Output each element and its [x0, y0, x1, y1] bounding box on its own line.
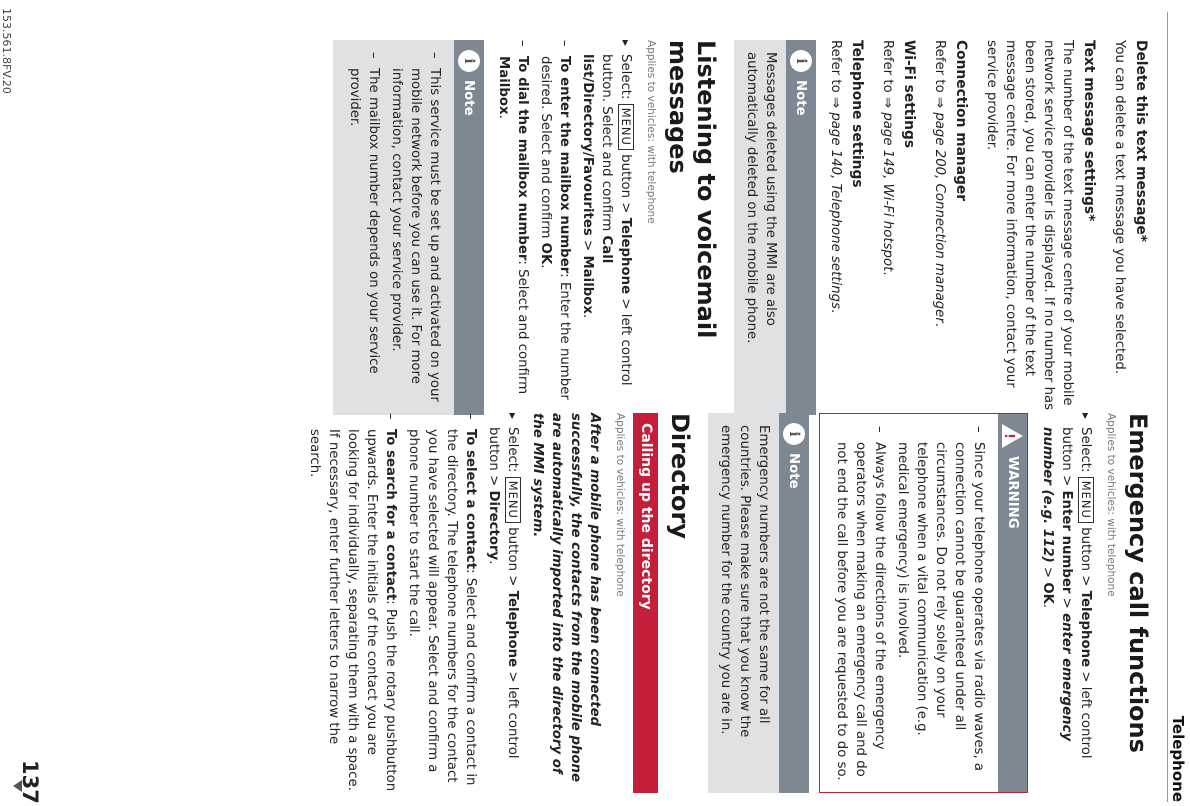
dash-text: : Push the rotary pushbutton upwards. Enter the initials of the contact you are looking for individually, separating them with a space. If necessary, enter further letters to narrow the search.: [307, 429, 398, 792]
menu-key: MENU: [1078, 477, 1094, 523]
note-item: – This service must be set up and activated on your mobile network before you can use it. For more information, contact your service provider.: [387, 52, 444, 405]
menu-telephone: Telephone: [505, 590, 520, 668]
delete-heading: Delete this text message*: [1133, 40, 1149, 242]
dash-select-contact: [404, 413, 480, 793]
select-prefix: Select:: [1078, 427, 1093, 477]
settings-text: The number of the text message centre of your mobile network service provider is displayed. If no number has been stored, you can enter the number of the text message centre. For more information, contact your service provider.: [984, 40, 1075, 411]
info-icon: i: [458, 50, 480, 72]
note-box-deleted: [734, 40, 816, 415]
note-item: – The mailbox number depends on your service provider.: [345, 52, 383, 405]
dash-text: : Select and confirm a contact in the directory. The telephone numbers for the contact you have selected will appear. Select and confirm a phone number to start the call.: [406, 429, 478, 786]
directory-applies: Applies to vehicles: with telephone: [614, 413, 626, 597]
continue-arrow-icon: [13, 780, 22, 792]
dash-label: To dial the mailbox number: [515, 56, 530, 261]
note-body: [333, 40, 454, 415]
ok-label: OK: [538, 242, 553, 265]
dash-label: To search for a contact: [383, 429, 398, 601]
directory-instruction: [484, 413, 522, 793]
emergency-heading: Emergency call functions: [1124, 413, 1152, 753]
text: .: [580, 314, 595, 319]
warning-body: [820, 414, 998, 792]
text: button >: [1078, 522, 1093, 591]
menu-key: MENU: [505, 477, 521, 523]
menu-directory: Directory: [486, 490, 501, 561]
wifi-heading: Wi-Fi settings: [901, 40, 917, 149]
dash-text: : Enter the number desired. Select and confirm: [538, 56, 572, 400]
page-number: 137: [18, 760, 42, 804]
text: >: [580, 235, 595, 256]
note-box-mailbox: [333, 40, 484, 415]
warning-box: [819, 413, 1028, 793]
menu-enter-number: Enter number: [1059, 490, 1074, 594]
select-prefix: Select:: [618, 54, 633, 104]
ref-suffix: .: [828, 309, 843, 314]
warning-item: – Since your telephone operates via radio waves, a connection cannot be guaranteed under all circumstances. Do not rely solely on your telephone when a vital communication (e.g. medical emergency) is involved.: [893, 426, 988, 782]
ref-prefix: Refer to ⇒: [828, 40, 843, 113]
wifi-page-link[interactable]: page 149, Wi-Fi hotspot: [880, 112, 895, 272]
voicemail-heading: Listening to voicemail messages: [664, 40, 720, 339]
note-header: [779, 413, 809, 793]
telephone-settings-page-link[interactable]: page 140, Telephone settings: [828, 112, 843, 309]
settings-heading: Text message settings*: [1081, 40, 1097, 222]
note-box-emergency: [708, 413, 809, 793]
document-code: 153.561.8FV.20: [0, 8, 13, 94]
warning-triangle-icon: !: [1002, 424, 1023, 448]
warning-item: – Always follow the directions of the emergency operators when making an emergency call and do not end the call before you are requested to do so.: [832, 426, 889, 782]
mailbox-label: Mailbox: [496, 56, 511, 115]
warning-title: WARNING: [1005, 456, 1020, 529]
text: .: [1040, 603, 1055, 609]
text: .: [496, 114, 511, 119]
dash-label: To enter the mailbox number: [557, 56, 572, 274]
telephone-settings-heading: Telephone settings: [849, 40, 865, 188]
note-header: [454, 40, 484, 415]
directory-intro: After a mobile phone has been connected successfully, the contacts from the mobile phone are automatically imported into the directory of the MMI system.: [530, 413, 602, 783]
info-icon: i: [783, 423, 805, 445]
ref-prefix: Refer to ⇒: [880, 40, 895, 113]
ok-label: OK: [1040, 582, 1055, 604]
ref-suffix: .: [932, 322, 947, 328]
text: > left control button >: [486, 427, 520, 759]
text: button >: [618, 149, 633, 218]
ref-prefix: Refer to ⇒: [932, 40, 947, 113]
telephone-settings-text: [826, 40, 845, 415]
emergency-instruction: [1038, 413, 1095, 793]
wifi-text: [878, 40, 897, 415]
emergency-number-example: enter emergency number (e.g. 112): [1040, 427, 1074, 742]
select-prefix: Select:: [505, 427, 520, 477]
voicemail-applies: Applies to vehicles: with telephone: [645, 40, 657, 224]
menu-call-list: Call list/Directory/Favourites: [580, 54, 614, 264]
delete-text: You can delete a text message you have selected.: [1112, 40, 1127, 375]
note-title: Note: [793, 80, 809, 116]
text: button >: [505, 522, 520, 591]
menu-telephone: Telephone: [1078, 590, 1093, 668]
text: .: [538, 264, 553, 269]
dash-text: : Select and confirm: [515, 260, 530, 395]
dash-search-contact: [305, 413, 400, 793]
note-title: Note: [461, 80, 477, 116]
voicemail-instruction: [578, 40, 635, 415]
text: .: [486, 560, 501, 565]
menu-mailbox: Mailbox: [580, 255, 595, 314]
directory-heading: Directory: [666, 413, 694, 539]
dash-label: To select a contact: [463, 429, 478, 570]
menu-key: MENU: [618, 104, 634, 150]
connection-text: [930, 40, 949, 415]
menu-telephone: Telephone: [618, 217, 633, 295]
directory-subheading-bar: Calling up the directory: [633, 413, 658, 793]
left-column: [325, 40, 1150, 415]
text: > left control button >: [1059, 427, 1093, 759]
note-text: Emergency numbers are not the same for all countries. Please make sure that you know the emergency number for the country you are in.: [718, 425, 771, 738]
text: >: [1059, 593, 1074, 614]
connection-heading: Connection manager: [953, 40, 969, 202]
running-head: Telephone: [1169, 715, 1187, 802]
text: >: [1040, 562, 1055, 583]
text: > left control button. Select and confirm: [599, 54, 633, 386]
emergency-applies: Applies to vehicles: with telephone: [1105, 413, 1117, 597]
dash-dial-mailbox: [494, 40, 532, 415]
note-title: Note: [786, 453, 802, 489]
warning-header: [998, 414, 1027, 792]
note-text: Messages deleted using the MMI are also automatically deleted on the mobile phone.: [744, 52, 778, 344]
right-column: [301, 413, 1152, 793]
header-rule: [1167, 12, 1168, 802]
dash-enter-mailbox: [536, 40, 574, 415]
connection-page-link[interactable]: page 200, Connection manager: [932, 112, 947, 323]
note-header: [786, 40, 816, 415]
info-icon: i: [790, 50, 812, 72]
ref-suffix: .: [880, 271, 895, 276]
